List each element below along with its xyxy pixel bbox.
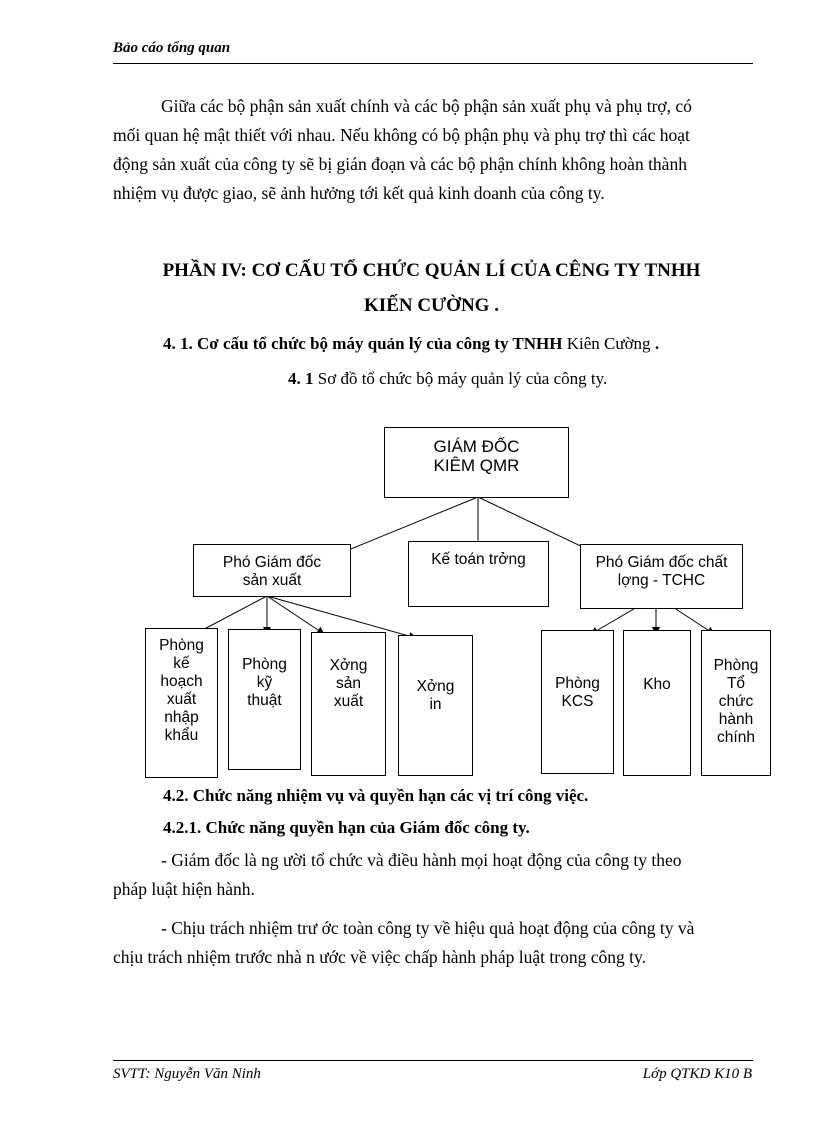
page-header: Bảo cáo tổng quan (113, 40, 231, 56)
body-line: chịu trách nhiệm trước nhà n ước về việc chấp hành pháp luật trong công ty. (113, 947, 646, 967)
footer-left: SVTT: Nguyễn Văn Ninh (113, 1066, 261, 1082)
figure-caption-text: Sơ đồ tổ chức bộ máy quản lý của công ty. (313, 369, 608, 388)
part-title-line: PHẦN IV: CƠ CẤU TỔ CHỨC QUẢN LÍ CỦA CÊNG TY TNHH (162, 260, 701, 281)
box-deputy-quality: Phó Giám đốc chất lợng - TCHC (580, 544, 743, 609)
box-deputy-production: Phó Giám đốc sản xuất (193, 544, 351, 597)
intro-line: động sản xuất của công ty sẽ bị gián đoạn và các bộ phận chính không hoàn thành (113, 154, 687, 174)
part-title-line: KIẾN CƯỜNG . (364, 295, 499, 316)
box-dept-planning: Phòng kế hoạch xuất nhập khẩu (145, 628, 218, 778)
section-4-2-1-heading: 4.2.1. Chức năng quyền hạn của Giám đốc công ty. (163, 818, 530, 837)
body-line: pháp luật hiện hành. (113, 879, 255, 899)
body-line: - Chịu trách nhiệm trư ớc toàn công ty về hiệu quả hoạt động của công ty và (161, 918, 695, 938)
section-4-1-tail: . (650, 334, 660, 353)
figure-caption-number: 4. 1 (288, 369, 314, 388)
box-dept-kcs: Phòng KCS (541, 630, 614, 774)
section-4-1-bold: 4. 1. Cơ cấu tổ chức bộ máy quản lý của công ty TNHH (163, 334, 563, 353)
footer-right: Lớp QTKD K10 B (642, 1066, 752, 1082)
body-paragraph-2 (113, 914, 750, 972)
box-chief-accountant: Kế toán trởng (408, 541, 549, 607)
section-4-2-heading: 4.2. Chức năng nhiệm vụ và quyền hạn các vị trí công việc. (163, 786, 589, 805)
box-workshop-production: Xởng sản xuất (311, 632, 386, 776)
box-dept-admin: Phòng Tổ chức hành chính (701, 630, 771, 776)
box-warehouse: Kho (623, 630, 691, 776)
intro-line: nhiệm vụ được giao, sẽ ảnh hưởng tới kết quả kinh doanh của công ty. (113, 183, 605, 203)
intro-line: mối quan hệ mật thiết với nhau. Nếu không có bộ phận phụ và phụ trợ thì các hoạt (113, 125, 690, 145)
box-workshop-print: Xởng in (398, 635, 473, 776)
section-4-1-normal: Kiên Cường (562, 334, 651, 353)
box-director: GIÁM ĐỐC KIÊM QMR (384, 427, 569, 498)
intro-line: Giữa các bộ phận sản xuất chính và các bộ phận sản xuất phụ và phụ trợ, có (161, 96, 692, 116)
body-paragraph-1 (113, 846, 750, 904)
box-dept-technical: Phòng kỹ thuật (228, 629, 301, 770)
body-line: - Giám đốc là ng ười tổ chức và điều hành mọi hoạt động của công ty theo (161, 850, 682, 870)
footer-rule (113, 1060, 753, 1061)
